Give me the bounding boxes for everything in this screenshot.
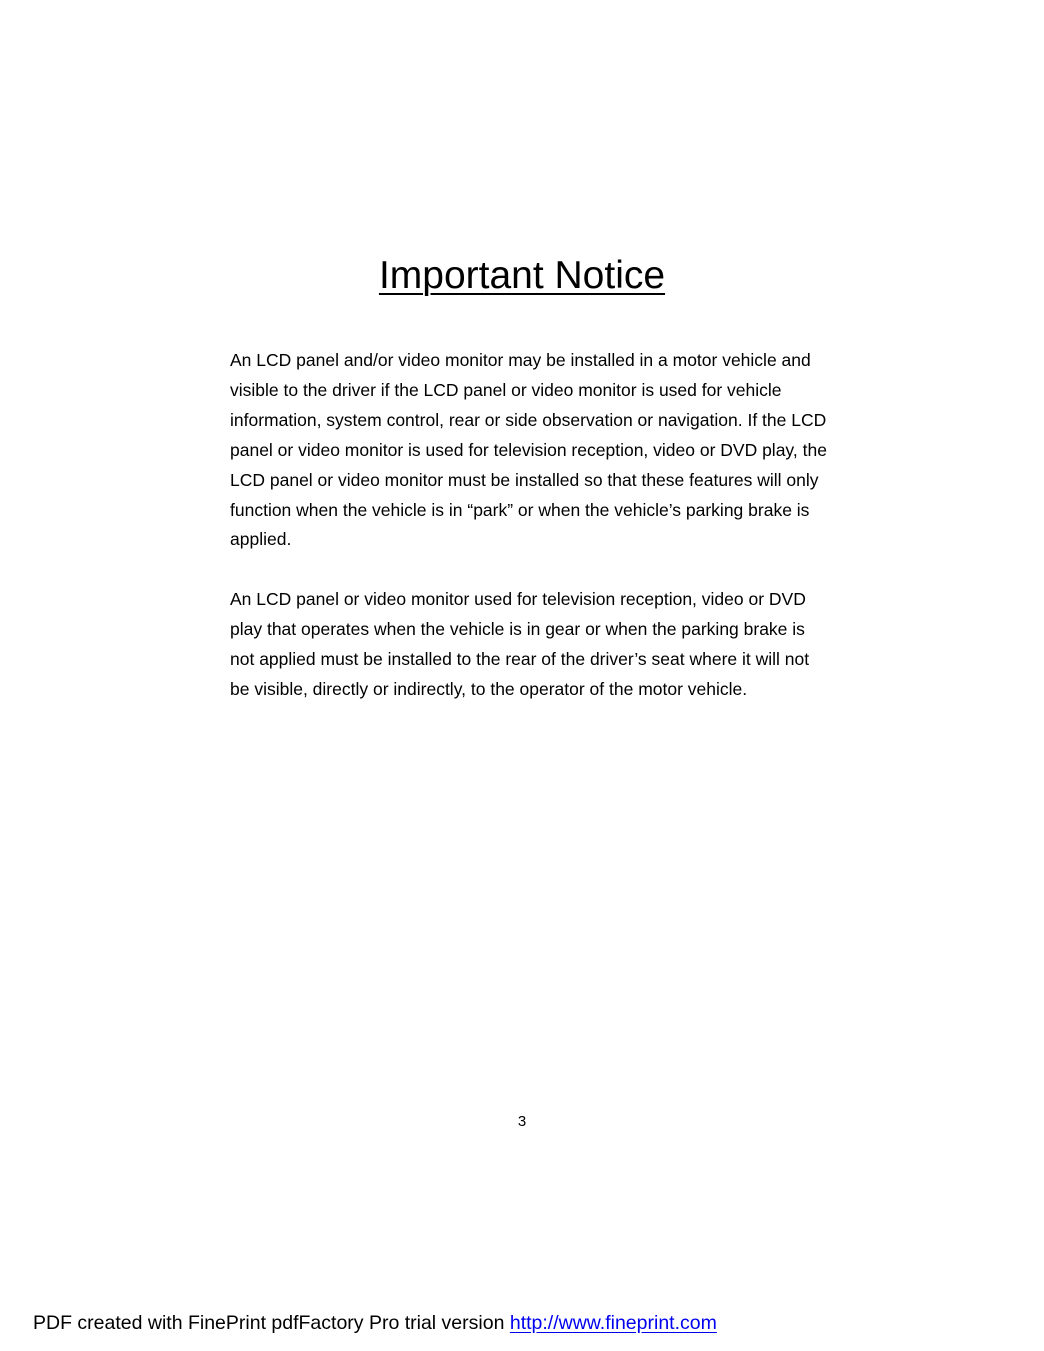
page-number: 3 xyxy=(517,1113,527,1130)
pdf-footer xyxy=(33,1310,717,1336)
footer-text: PDF created with FinePrint pdfFactory Pro trial version xyxy=(33,1312,505,1334)
fineprint-link[interactable]: http://www.fineprint.com xyxy=(509,1312,717,1334)
notice-paragraph-2: An LCD panel or video monitor used for television reception, video or DVD play that operates when the vehicle is in gear or when the parking brake is not applied must be installed to the rear of the driver’s seat where it will not be visible, directly or indirectly, to the operator of the motor vehicle. xyxy=(230,589,810,699)
page-title: Important Notice xyxy=(378,254,666,297)
notice-paragraph-1: An LCD panel and/or video monitor may be installed in a motor vehicle and visible to the driver if the LCD panel or video monitor is used for vehicle information, system control, rear or side observation or navigation. If the LCD panel or video monitor is used for television reception, video or DVD play, the LCD panel or video monitor must be installed so that these features will only function when the vehicle is in “park” or when the vehicle’s parking brake is applied. xyxy=(230,350,827,550)
